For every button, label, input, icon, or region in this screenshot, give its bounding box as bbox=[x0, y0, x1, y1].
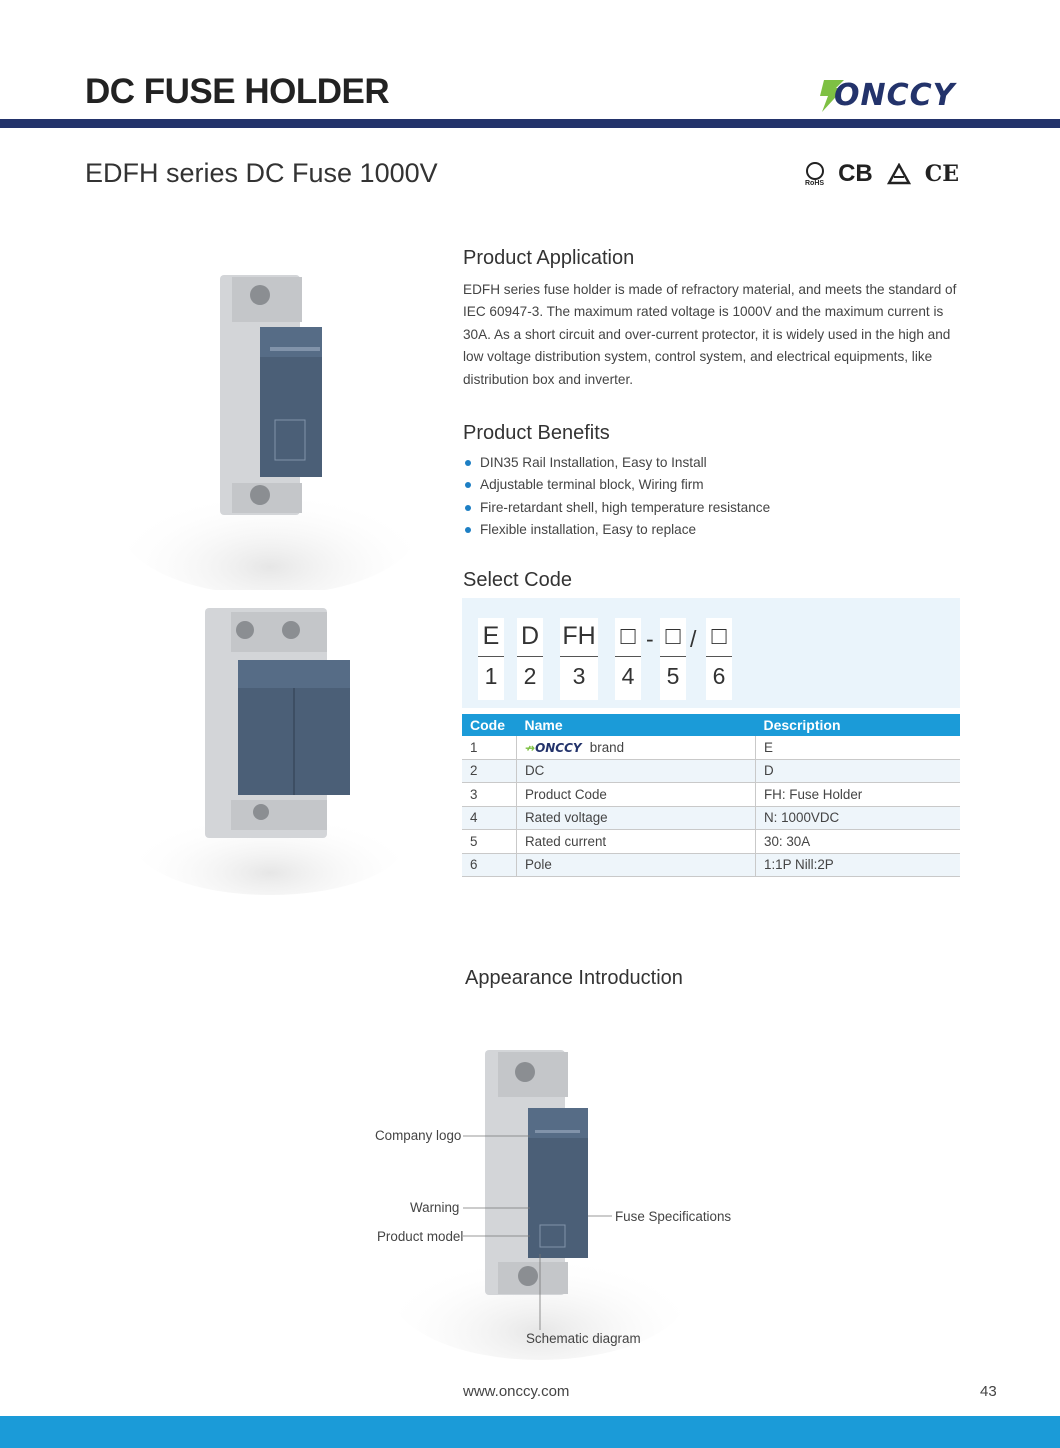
appearance-title: Appearance Introduction bbox=[465, 967, 683, 989]
page-title: DC FUSE HOLDER bbox=[85, 72, 390, 111]
callout-schematic: Schematic diagram bbox=[526, 1331, 641, 1346]
table-row bbox=[462, 830, 960, 854]
brand-suffix: brand bbox=[589, 739, 625, 755]
application-text bbox=[463, 279, 963, 391]
select-code-diagram bbox=[462, 598, 960, 708]
code-table bbox=[462, 714, 960, 877]
ce-mark: CE bbox=[924, 161, 960, 187]
header-rule bbox=[0, 119, 1060, 128]
rohs-label: RoHS bbox=[805, 179, 825, 187]
cell-description: 1:1P Nill:2P bbox=[756, 853, 961, 877]
cell-name: DC bbox=[517, 759, 756, 783]
table-row bbox=[462, 736, 960, 759]
callout-fuse-specs: Fuse Specifications bbox=[615, 1209, 732, 1224]
code-char: E bbox=[482, 622, 500, 650]
cell-code: 2 bbox=[462, 759, 517, 783]
brand-logo bbox=[814, 74, 964, 114]
code-separator: - bbox=[646, 626, 654, 652]
code-index: 6 bbox=[712, 663, 726, 689]
page-number: 43 bbox=[980, 1383, 997, 1400]
cell-description: D bbox=[756, 759, 961, 783]
table-row bbox=[462, 853, 960, 877]
cell-name: Rated voltage bbox=[517, 806, 756, 830]
leaf-icon bbox=[806, 162, 824, 180]
application-line: EDFH series fuse holder is made of refractory material, and meets the standard of bbox=[463, 282, 957, 297]
code-index: 5 bbox=[666, 663, 680, 689]
benefits-list bbox=[463, 452, 770, 542]
table-header-row bbox=[462, 714, 960, 736]
header-name: Name bbox=[517, 714, 756, 736]
cell-name: Pole bbox=[517, 853, 756, 877]
code-cell bbox=[517, 618, 543, 700]
brand-mini-logo: ↛ONCCY bbox=[525, 740, 582, 755]
footer-url[interactable]: www.onccy.com bbox=[463, 1383, 570, 1400]
header-description: Description bbox=[756, 714, 961, 736]
table-row bbox=[462, 759, 960, 783]
cell-description: N: 1000VDC bbox=[756, 806, 961, 830]
table-row bbox=[462, 806, 960, 830]
code-index: 4 bbox=[621, 663, 635, 689]
application-line: IEC 60947-3. The maximum rated voltage is 1000V and the maximum current is bbox=[463, 304, 944, 320]
rohs-mark bbox=[805, 162, 824, 187]
code-index: 2 bbox=[523, 663, 537, 689]
cell-code: 5 bbox=[462, 830, 517, 854]
cell-name: Rated current bbox=[517, 830, 756, 854]
cell-name: Product Code bbox=[517, 783, 756, 807]
warning-triangle-icon bbox=[887, 163, 911, 185]
benefit-item: Adjustable terminal block, Wiring firm bbox=[463, 474, 770, 496]
logo-wordmark: ONCCY bbox=[834, 78, 956, 113]
code-separator: / bbox=[690, 626, 697, 652]
certification-marks bbox=[805, 158, 959, 190]
cell-code: 4 bbox=[462, 806, 517, 830]
code-cell bbox=[660, 618, 686, 700]
benefit-item: DIN35 Rail Installation, Easy to Install bbox=[463, 452, 770, 474]
code-char: □ bbox=[665, 622, 681, 650]
cell-code: 3 bbox=[462, 783, 517, 807]
header-code: Code bbox=[462, 714, 517, 736]
code-char: □ bbox=[711, 622, 727, 650]
code-char: D bbox=[520, 622, 540, 650]
callout-product-model: Product model bbox=[377, 1229, 464, 1244]
table-row bbox=[462, 783, 960, 807]
application-title: Product Application bbox=[463, 247, 635, 269]
cell-description: 30: 30A bbox=[756, 830, 961, 854]
cell-name bbox=[517, 736, 756, 759]
cell-code: 6 bbox=[462, 853, 517, 877]
series-subtitle: EDFH series DC Fuse 1000V bbox=[85, 158, 438, 188]
cell-code: 1 bbox=[462, 736, 517, 759]
application-line: distribution box and inverter. bbox=[463, 371, 634, 387]
benefit-item: Flexible installation, Easy to replace bbox=[463, 519, 770, 541]
bolt-icon: ↛ bbox=[525, 740, 536, 755]
select-code-title: Select Code bbox=[463, 569, 572, 591]
benefits-title: Product Benefits bbox=[463, 422, 610, 444]
cb-mark: CB bbox=[838, 160, 873, 187]
callout-company-logo: Company logo bbox=[375, 1128, 462, 1143]
code-index: 1 bbox=[484, 663, 498, 689]
code-index: 3 bbox=[572, 663, 586, 689]
cell-description: E bbox=[756, 736, 961, 759]
code-char: FH bbox=[562, 622, 596, 650]
cell-description: FH: Fuse Holder bbox=[756, 783, 961, 807]
callout-warning: Warning bbox=[410, 1200, 460, 1215]
product-image-2p bbox=[133, 600, 408, 895]
code-char: □ bbox=[620, 622, 636, 650]
benefit-item: Fire-retardant shell, high temperature resistance bbox=[463, 497, 770, 519]
product-image-1p bbox=[120, 255, 420, 590]
code-cell bbox=[560, 618, 598, 700]
application-line: 30A. As a short circuit and over-current protector, it is widely used in the high and bbox=[463, 326, 951, 342]
application-line: low voltage distribution system, control system, and electrical equipments, like bbox=[463, 349, 933, 365]
code-cell bbox=[478, 618, 504, 700]
footer-bar bbox=[0, 1416, 1060, 1448]
code-cell bbox=[615, 618, 641, 700]
code-cell bbox=[706, 618, 732, 700]
